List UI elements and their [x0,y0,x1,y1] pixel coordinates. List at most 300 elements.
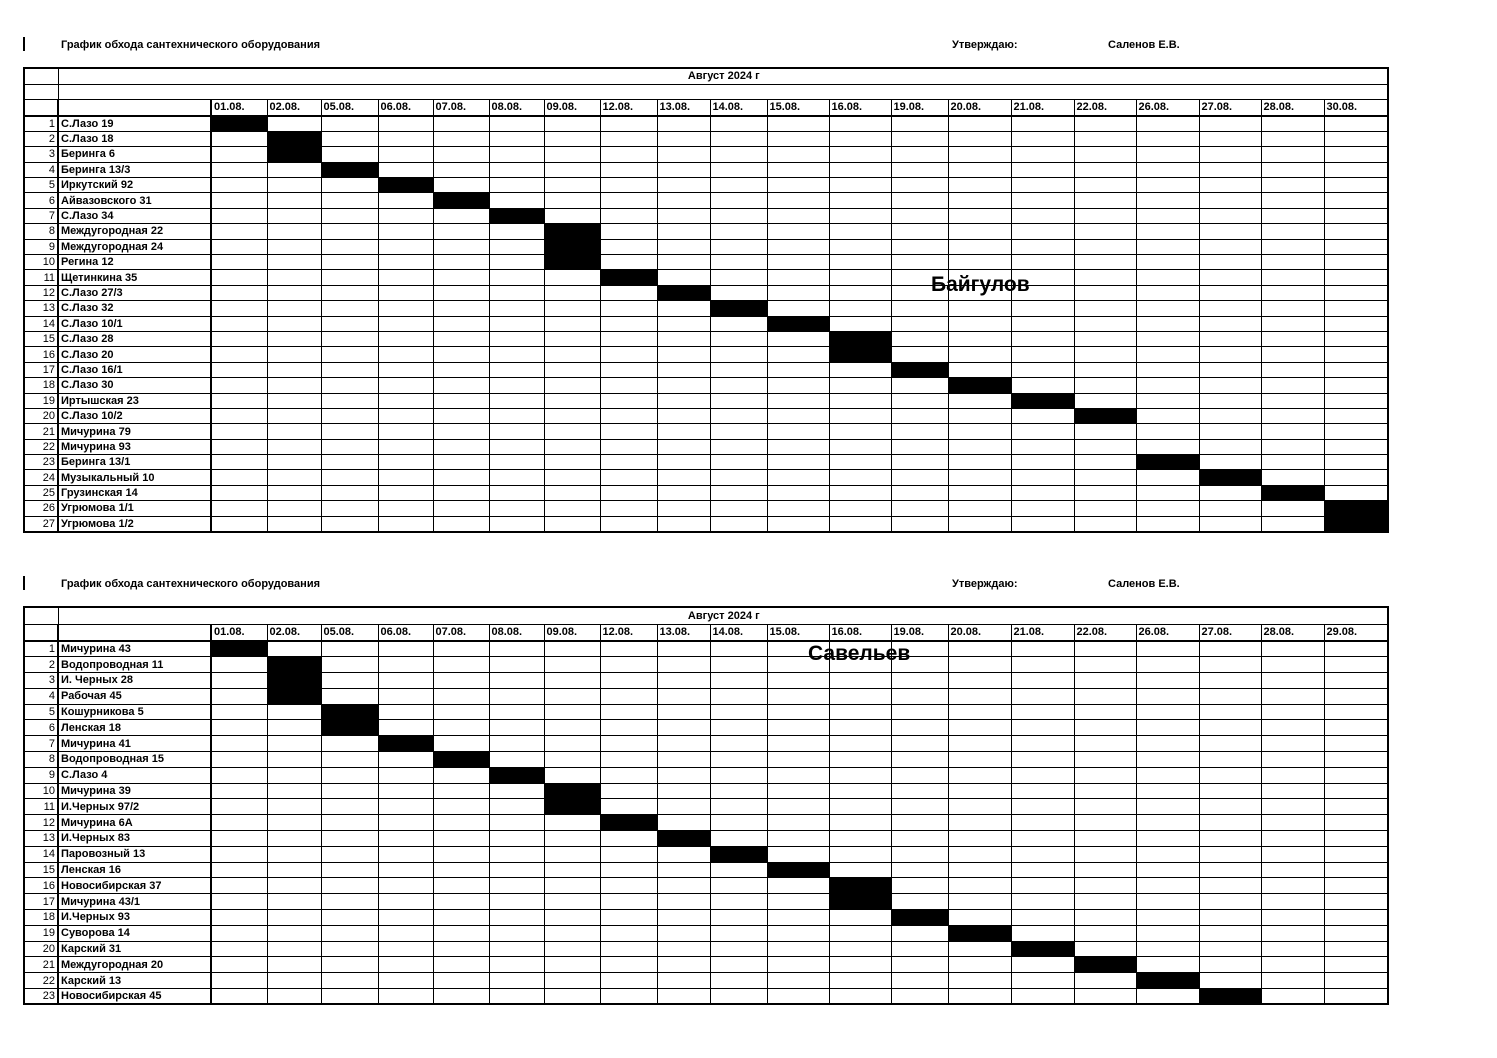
schedule-cell [829,910,891,926]
schedule-cell [544,301,600,316]
schedule-cell [600,362,657,377]
schedule-cell [600,347,657,362]
schedule-cell [211,815,267,831]
schedule-cell [211,673,267,689]
schedule-cell [378,673,433,689]
schedule-cell [1324,424,1388,439]
schedule-cell [1074,193,1136,208]
schedule-cell [657,878,710,894]
schedule-cell [767,331,829,346]
schedule-cell [489,316,544,331]
date-header: 08.08. [489,99,544,116]
date-header: 16.08. [829,99,891,116]
schedule-cell [710,208,767,223]
visit-marker-cell [267,147,321,162]
address-cell: С.Лазо 32 [58,301,211,316]
schedule-cell [1136,894,1199,910]
schedule-cell [767,783,829,799]
schedule-cell [1074,378,1136,393]
schedule-cell [321,957,378,973]
schedule-cell [321,799,378,815]
schedule-cell [1136,208,1199,223]
schedule-cell [1261,941,1324,957]
schedule-cell [767,957,829,973]
visit-marker-cell [544,224,600,239]
visit-marker-cell [948,925,1011,941]
schedule-cell [267,736,321,752]
schedule-cell [948,455,1011,470]
schedule-cell [829,470,891,485]
schedule-cell [489,285,544,300]
schedule-cell [600,752,657,768]
schedule-cell [829,131,891,146]
address-cell: С.Лазо 30 [58,378,211,393]
schedule-cell [433,783,489,799]
schedule-cell [948,485,1011,500]
schedule-cell [267,455,321,470]
schedule-cell [321,973,378,989]
schedule-cell [600,720,657,736]
schedule-cell [1261,116,1324,131]
schedule-cell [267,894,321,910]
schedule-cell [1136,162,1199,177]
table-row [24,894,1388,910]
schedule-cell [657,767,710,783]
schedule-cell [433,957,489,973]
schedule-cell [948,878,1011,894]
schedule-cell [1324,193,1388,208]
schedule-cell [378,910,433,926]
schedule-cell [767,878,829,894]
schedule-cell [710,470,767,485]
row-number: 9 [24,239,58,254]
schedule-cell [1074,673,1136,689]
schedule-cell [657,910,710,926]
schedule-cell [657,894,710,910]
schedule-cell [321,270,378,285]
schedule-cell [1136,378,1199,393]
schedule-cell [489,193,544,208]
month-header: Август 2024 г [58,607,1388,624]
visit-marker-cell [710,301,767,316]
schedule-cell [767,193,829,208]
schedule-cell [433,516,489,531]
schedule-cell [948,894,1011,910]
visit-marker-cell [829,331,891,346]
visit-marker-cell [489,208,544,223]
schedule-cell [710,316,767,331]
address-cell: С.Лазо 18 [58,131,211,146]
schedule-cell [1261,783,1324,799]
schedule-cell [1074,224,1136,239]
schedule-cell [600,894,657,910]
schedule-cell [600,162,657,177]
table-row [24,239,1388,254]
schedule-cell [829,720,891,736]
schedule-cell [378,941,433,957]
schedule-cell [544,910,600,926]
visit-marker-cell [1011,393,1074,408]
row-number: 22 [24,973,58,989]
schedule-cell [1074,910,1136,926]
table-row [24,362,1388,377]
schedule-cell [1324,831,1388,847]
schedule-cell [1074,752,1136,768]
schedule-cell [1199,193,1261,208]
visit-marker-cell [1074,408,1136,423]
schedule-cell [321,470,378,485]
schedule-cell [710,516,767,531]
schedule-cell [321,673,378,689]
row-number: 22 [24,439,58,454]
schedule-cell [211,941,267,957]
margin-marker [23,37,25,51]
schedule-cell [433,894,489,910]
schedule-cell [267,925,321,941]
schedule-cell [378,641,433,657]
schedule-cell [1074,688,1136,704]
schedule-cell [657,224,710,239]
table-row [24,193,1388,208]
address-cell: Угрюмова 1/1 [58,501,211,516]
visit-marker-cell [1136,455,1199,470]
schedule-cell [378,752,433,768]
schedule-cell [544,767,600,783]
schedule-cell [600,239,657,254]
schedule-cell [1136,815,1199,831]
corner-cell [24,624,58,641]
schedule-cell [378,470,433,485]
schedule-cell [267,641,321,657]
schedule-cell [891,255,948,270]
schedule-cell [829,941,891,957]
table-row [24,347,1388,362]
schedule-cell [600,673,657,689]
schedule-cell [710,894,767,910]
address-cell: С.Лазо 19 [58,116,211,131]
schedule-cell [433,455,489,470]
schedule-cell [1261,752,1324,768]
schedule-cell [767,704,829,720]
visit-marker-cell [1199,989,1261,1005]
schedule-cell [948,193,1011,208]
schedule-cell [433,973,489,989]
schedule-cell [600,116,657,131]
schedule-cell [211,208,267,223]
schedule-cell [1199,783,1261,799]
schedule-cell [489,688,544,704]
table-row [24,783,1388,799]
table-row [24,815,1388,831]
schedule-cell [378,393,433,408]
schedule-cell [1136,878,1199,894]
schedule-cell [657,316,710,331]
date-header: 14.08. [710,624,767,641]
schedule-cell [1074,783,1136,799]
schedule-cell [1324,255,1388,270]
row-number: 10 [24,255,58,270]
schedule-cell [767,688,829,704]
schedule-cell [891,957,948,973]
address-cell: С.Лазо 34 [58,208,211,223]
schedule-cell [544,270,600,285]
schedule-cell [1324,736,1388,752]
date-header: 13.08. [657,99,710,116]
schedule-cell [267,285,321,300]
visit-marker-cell [710,846,767,862]
schedule-cell [948,439,1011,454]
schedule-cell [489,501,544,516]
schedule-cell [211,688,267,704]
approver-name: Саленов Е.В. [1108,578,1180,590]
schedule-cell [489,439,544,454]
schedule-cell [600,470,657,485]
row-number: 26 [24,501,58,516]
schedule-cell [1074,116,1136,131]
schedule-cell [1261,285,1324,300]
schedule-cell [829,673,891,689]
schedule-cell [891,925,948,941]
schedule-cell [321,783,378,799]
schedule-cell [891,846,948,862]
schedule-cell [267,783,321,799]
schedule-cell [829,270,891,285]
row-number: 16 [24,878,58,894]
schedule-cell [657,657,710,673]
schedule-cell [489,116,544,131]
schedule-cell [1136,862,1199,878]
schedule-cell [1199,116,1261,131]
table-row [24,162,1388,177]
schedule-cell [433,208,489,223]
schedule-cell [211,362,267,377]
schedule-cell [1261,270,1324,285]
schedule-cell [1011,316,1074,331]
schedule-cell [710,989,767,1005]
schedule-cell [829,208,891,223]
schedule-cell [433,239,489,254]
schedule-cell [544,162,600,177]
schedule-cell [767,439,829,454]
schedule-cell [1261,736,1324,752]
schedule-cell [710,736,767,752]
schedule-cell [600,925,657,941]
schedule-cell [1136,910,1199,926]
schedule-cell [544,516,600,531]
date-header: 05.08. [321,99,378,116]
schedule-cell [211,347,267,362]
approver-name: Саленов Е.В. [1108,39,1180,51]
schedule-cell [321,501,378,516]
schedule-cell [948,255,1011,270]
schedule-cell [1136,673,1199,689]
schedule-cell [1261,439,1324,454]
schedule-cell [657,331,710,346]
schedule-cell [767,347,829,362]
schedule-cell [1261,688,1324,704]
schedule-cell [489,378,544,393]
schedule-cell [1324,752,1388,768]
table-row [24,439,1388,454]
table-row [24,285,1388,300]
schedule-cell [267,815,321,831]
schedule-cell [767,941,829,957]
schedule-cell [433,501,489,516]
schedule-cell [321,316,378,331]
schedule-cell [948,347,1011,362]
address-cell: Щетинкина 35 [58,270,211,285]
schedule-cell [211,767,267,783]
schedule-cell [267,347,321,362]
schedule-cell [891,767,948,783]
schedule-cell [1074,501,1136,516]
schedule-cell [1261,846,1324,862]
schedule-cell [829,316,891,331]
schedule-cell [710,393,767,408]
schedule-cell [433,224,489,239]
schedule-cell [1136,941,1199,957]
schedule-cell [767,485,829,500]
schedule-cell [829,704,891,720]
schedule-cell [710,815,767,831]
schedule-cell [829,501,891,516]
schedule-cell [1074,516,1136,531]
schedule-cell [891,783,948,799]
schedule-cell [489,485,544,500]
schedule-cell [267,752,321,768]
schedule-cell [1199,516,1261,531]
schedule-cell [267,270,321,285]
schedule-cell [1074,894,1136,910]
schedule-cell [378,501,433,516]
schedule-cell [321,147,378,162]
schedule-cell [1199,957,1261,973]
schedule-cell [948,799,1011,815]
schedule-cell [710,131,767,146]
schedule-cell [378,285,433,300]
address-cell: Айвазовского 31 [58,193,211,208]
schedule-cell [1324,147,1388,162]
address-cell: С.Лазо 10/1 [58,316,211,331]
row-number: 18 [24,378,58,393]
schedule-cell [600,957,657,973]
schedule-cell [433,862,489,878]
schedule-cell [1199,862,1261,878]
schedule-cell [1074,941,1136,957]
schedule-cell [1011,894,1074,910]
schedule-cell [948,147,1011,162]
schedule-cell [1074,424,1136,439]
schedule-cell [1324,162,1388,177]
schedule-cell [1199,641,1261,657]
visit-marker-cell [267,657,321,673]
schedule-cell [891,799,948,815]
row-number: 25 [24,485,58,500]
schedule-cell [1261,224,1324,239]
schedule-cell [829,224,891,239]
schedule-cell [1136,362,1199,377]
schedule-cell [1324,910,1388,926]
date-header: 21.08. [1011,99,1074,116]
schedule-cell [544,846,600,862]
table-row [24,501,1388,516]
schedule-cell [1011,862,1074,878]
row-number: 12 [24,815,58,831]
schedule-cell [1011,704,1074,720]
schedule-cell [829,408,891,423]
schedule-cell [1136,470,1199,485]
row-number: 27 [24,516,58,531]
schedule-cell [891,455,948,470]
schedule-cell [544,116,600,131]
schedule-cell [1261,178,1324,193]
schedule-cell [267,846,321,862]
schedule-title: График обхода сантехнического оборудования [61,578,320,590]
visit-marker-cell [657,285,710,300]
table-row [24,973,1388,989]
visit-marker-cell [321,162,378,177]
schedule-cell [891,193,948,208]
schedule-cell [1074,989,1136,1005]
schedule-cell [710,925,767,941]
schedule-cell [657,301,710,316]
schedule-cell [710,162,767,177]
schedule-cell [378,485,433,500]
schedule-cell [1011,193,1074,208]
schedule-cell [710,783,767,799]
schedule-cell [267,239,321,254]
schedule-cell [433,704,489,720]
schedule-cell [433,688,489,704]
schedule-cell [1261,767,1324,783]
schedule-cell [600,193,657,208]
schedule-cell [891,439,948,454]
schedule-cell [1324,439,1388,454]
row-number: 8 [24,752,58,768]
schedule-cell [657,957,710,973]
schedule-cell [211,925,267,941]
schedule-cell [1199,331,1261,346]
address-cell: И.Черных 83 [58,831,211,847]
schedule-cell [710,347,767,362]
schedule-cell [1011,347,1074,362]
schedule-cell [267,720,321,736]
address-cell: Новосибирская 37 [58,878,211,894]
schedule-cell [710,657,767,673]
schedule-cell [378,957,433,973]
schedule-cell [378,688,433,704]
schedule-cell [267,408,321,423]
schedule-cell [1011,116,1074,131]
schedule-cell [544,925,600,941]
address-cell: Иркутский 92 [58,178,211,193]
visit-marker-cell [767,316,829,331]
address-cell: Междугородная 20 [58,957,211,973]
schedule-cell [1199,270,1261,285]
schedule-cell [1136,925,1199,941]
schedule-cell [829,301,891,316]
row-number: 17 [24,362,58,377]
schedule-cell [321,688,378,704]
schedule-cell [433,846,489,862]
schedule-cell [321,455,378,470]
schedule-cell [657,973,710,989]
schedule-cell [657,673,710,689]
schedule-cell [544,408,600,423]
schedule-cell [1074,831,1136,847]
date-header: 01.08. [211,624,267,641]
schedule-cell [1199,208,1261,223]
